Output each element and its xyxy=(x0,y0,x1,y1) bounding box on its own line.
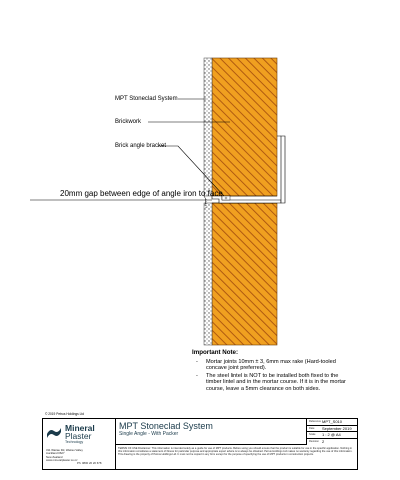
notes-heading: Important Note: xyxy=(192,349,239,356)
note-item: - Mortar joints 10mm ± 3, 6mm max rake (Hard-tooled concave joint preferred). xyxy=(206,359,352,372)
title-cell xyxy=(115,419,307,445)
info-cell xyxy=(307,419,357,445)
label-stoneclad: MPT Stoneclad System xyxy=(115,96,178,102)
drawing-title: MPT Stoneclad System xyxy=(119,421,213,431)
logo-line2: Plaster xyxy=(65,431,92,441)
angle-vertical-leg xyxy=(281,136,285,203)
disclaimer: TERMS OF USE Disclaimer: This information is intended solely as a guide for use of MPT products. Before using you should ensure that the product is suitable for use in the specific application. Nothing in this information constitutes a statement of fitness for particular purpose and appropriate expert advice is to always be obtained. Petrus Holdings Ltd makes no warranty regarding the use of this information. This drawing is the property of Petrus Holdings Ltd. It must not be copied in any form except for the purpose of specifying the use of MPT products in construction projects. xyxy=(118,447,353,457)
notes-list xyxy=(192,359,352,393)
note-item: - The steel lintel is NOT to be installed both fixed to the timber lintel and in the mortar course. If it is in the mortar course, leave a 5mm clearance on both sides. xyxy=(206,373,352,393)
logo-cell xyxy=(43,419,116,469)
company-phone: Ph: 0800 20 20 678 xyxy=(77,461,102,465)
mpt-logo-icon xyxy=(46,424,62,440)
logo-line1: Mineral xyxy=(65,423,95,433)
label-bracket: Brick angle bracket xyxy=(115,143,167,149)
stoneclad-layer-lower xyxy=(204,203,212,345)
title-block xyxy=(42,412,358,470)
copyright: © 2019 Petrus Holdings Ltd xyxy=(45,412,85,416)
info-date: Date September 2019 xyxy=(307,426,357,433)
logo-line3: Technology xyxy=(65,440,84,444)
label-gap: 20mm gap between edge of angle iron to face xyxy=(60,189,223,198)
company-address: 311 Wairau Rd, Wairau Valley Auckland 0627 New Zealand www.mineralplaster.co.nz xyxy=(46,448,83,463)
info-revision: Revision 2 xyxy=(309,438,325,444)
label-brickwork: Brickwork xyxy=(115,119,142,125)
info-scale: Scale 1 : 2 @ A4 xyxy=(307,432,357,439)
important-notes xyxy=(192,350,352,394)
info-reference: Reference MPT_S010 xyxy=(307,419,357,426)
packer xyxy=(222,196,230,200)
lower-brickwork xyxy=(212,203,277,345)
drawing-subtitle: Single Angle - With Packer xyxy=(119,431,179,437)
upper-brickwork xyxy=(212,58,277,196)
